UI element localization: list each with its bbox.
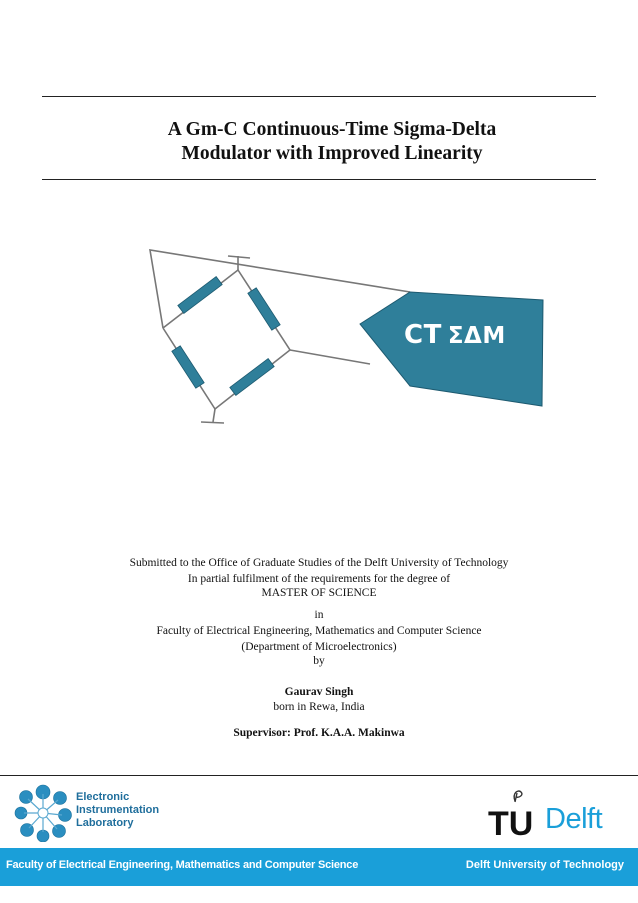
bottom-terminal (213, 409, 215, 422)
department-line: (Department of Microelectronics) (241, 641, 397, 653)
lab-line-2: Instrumentation (76, 804, 160, 816)
footer-faculty: Faculty of Electrical Engineering, Mathematics and Computer Science (6, 859, 359, 871)
lab-line-1: Electronic (76, 791, 130, 803)
tudelft-wordmark: Delft (545, 803, 603, 835)
degree: MASTER OF SCIENCE (261, 587, 377, 599)
resistor-top-left (178, 277, 222, 314)
title-line-2: Modulator with Improved Linearity (181, 143, 483, 164)
tu-letters: TU (488, 805, 534, 837)
top-wire (150, 250, 410, 328)
in-label: in (314, 609, 324, 621)
faculty-line: Faculty of Electrical Engineering, Mathematics and Computer Science (156, 625, 482, 637)
eil-lab-name (76, 791, 159, 830)
submission-line-1: Submitted to the Office of Graduate Studies of the Delft University of Technology (129, 557, 509, 569)
right-wire (290, 350, 370, 364)
sigma-delta-label: ΣΔM (447, 323, 506, 349)
resistor-top-right (248, 288, 280, 330)
supervisor: Supervisor: Prof. K.A.A. Makinwa (233, 727, 405, 739)
ct-sigma-delta-label (404, 320, 506, 350)
author-birthplace: born in Rewa, India (273, 701, 365, 713)
ct-label: CT (404, 320, 442, 350)
resistor-bottom-right (230, 359, 274, 396)
footer-university: Delft University of Technology (465, 859, 624, 871)
title-line-1: A Gm-C Continuous-Time Sigma-Delta (167, 119, 497, 140)
tudelft-logo (488, 789, 546, 837)
footer-bar (0, 848, 638, 886)
eil-molecule-logo (14, 784, 72, 842)
lab-line-3: Laboratory (76, 817, 134, 829)
resistor-bottom-left (172, 346, 204, 388)
by-label: by (313, 655, 325, 667)
title-top-rule (42, 96, 596, 97)
footer-rule (0, 775, 638, 776)
author-name: Gaurav Singh (284, 686, 354, 698)
title-bottom-rule (42, 179, 596, 180)
bridge-diamond (163, 270, 290, 409)
thesis-title (42, 118, 622, 166)
submission-line-2: In partial fulfilment of the requirements for the degree of (187, 573, 451, 585)
